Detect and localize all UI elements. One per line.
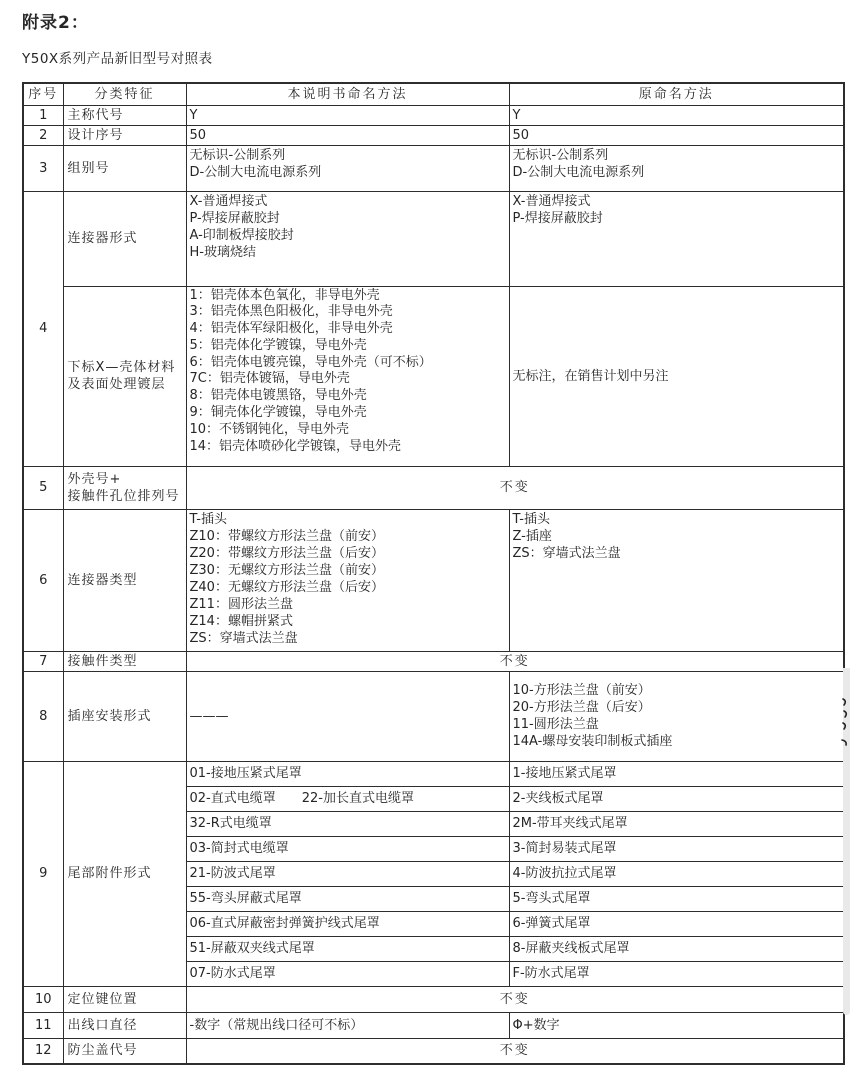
row-1-main-code: [23, 105, 844, 125]
tail-subrow-new-cell: 51-屏蔽双夹线式尾罩: [186, 936, 509, 961]
row2-old-cell: 50: [509, 125, 844, 145]
row8-new-cell: ———: [186, 671, 509, 761]
row-6-connector-type: [23, 509, 844, 651]
row5-feature-cell: 外壳号+ 接触件孔位排列号: [63, 466, 186, 509]
row6-old-cell: T-插头 Z-插座 ZS：穿墙式法兰盘: [509, 509, 844, 651]
tail-subrow-old-cell: 1-接地压紧式尾罩: [509, 761, 844, 786]
row12-unchanged-cell: 不变: [186, 1038, 844, 1064]
row1-feature-cell: 主称代号: [63, 105, 186, 125]
row4b-feature-cell: 下标X—壳体材料及表面处理镀层: [63, 286, 186, 466]
header-old-method: 原命名方法: [509, 83, 844, 105]
table-title: Y50X系列产品新旧型号对照表: [22, 51, 213, 67]
row11-no-cell: 11: [23, 1012, 63, 1038]
row12-no-cell: 12: [23, 1038, 63, 1064]
row7-feature-cell: 接触件类型: [63, 651, 186, 671]
row8-old-cell: 10-方形法兰盘（前安） 20-方形法兰盘（后安） 11-圆形法兰盘 14A-螺母安装印制板式插座: [509, 671, 844, 761]
row9-feature-cell: 尾部附件形式: [63, 761, 186, 986]
row4b-old-cell: 无标注，在销售计划中另注: [509, 286, 844, 466]
tail-subrow-old-cell: 5-弯头式尾罩: [509, 886, 844, 911]
tail-subrow-old-cell: 3-简封易装式尾罩: [509, 836, 844, 861]
row-4-shell-plating: [23, 286, 844, 466]
row1-no-cell: 1: [23, 105, 63, 125]
row3-feature-cell: 组别号: [63, 145, 186, 191]
row-5-shell-number: [23, 466, 844, 509]
tail-subrow-new-cell: 02-直式电缆罩 22-加长直式电缆罩: [186, 786, 509, 811]
row8-no-cell: 8: [23, 671, 63, 761]
tail-subrow-new-cell: 55-弯头屏蔽式尾罩: [186, 886, 509, 911]
row2-new-cell: 50: [186, 125, 509, 145]
model-comparison-table: [22, 82, 845, 1065]
row12-feature-cell: 防尘盖代号: [63, 1038, 186, 1064]
row3-no-cell: 3: [23, 145, 63, 191]
row8-feature-cell: 插座安装形式: [63, 671, 186, 761]
row10-feature-cell: 定位键位置: [63, 986, 186, 1012]
row11-old-cell: Φ+数字: [509, 1012, 844, 1038]
row6-no-cell: 6: [23, 509, 63, 651]
tail-subrow-new-cell: 21-防波式尾罩: [186, 861, 509, 886]
row10-no-cell: 10: [23, 986, 63, 1012]
row7-no-cell: 7: [23, 651, 63, 671]
tail-subrow-new-cell: 06-直式屏蔽密封弹簧护线式尾罩: [186, 911, 509, 936]
tail-subrow-old-cell: F-防水式尾罩: [509, 961, 844, 986]
row-7-contact-type: [23, 651, 844, 671]
row-4-connector-form: [23, 191, 844, 286]
row2-no-cell: 2: [23, 125, 63, 145]
row3-old-cell: 无标识-公制系列 D-公制大电流电源系列: [509, 145, 844, 191]
row-2-design-serial: [23, 125, 844, 145]
tail-subrow-new-cell: 32-R式电缆罩: [186, 811, 509, 836]
header-no: 序号: [23, 83, 63, 105]
header-feature: 分类特征: [63, 83, 186, 105]
row-9-tail-accessory: [23, 761, 844, 786]
table-header-row: [23, 83, 844, 105]
row4b-new-cell: 1：铝壳体本色氧化，非导电外壳 3：铝壳体黑色阳极化，非导电外壳 4：铝壳体军绿阳极化，非导电外壳 5：铝壳体化学镀镍，导电外壳 6：铝壳体电镀亮镍，导电外壳（可不标） 7C：铝壳体镀镉，导电外壳 8：铝壳体电镀黑铬，导电外壳 9：铜壳体化学镀镍，导电外壳 10：不锈钢钝化，导电外壳 14：铝壳体喷砂化学镀镍，导电外壳: [186, 286, 509, 466]
tail-subrow-old-cell: 4-防波抗拉式尾罩: [509, 861, 844, 886]
tail-subrow-new-cell: 03-简封式电缆罩: [186, 836, 509, 861]
row-11-outlet-diameter: [23, 1012, 844, 1038]
row-12-dust-cover: [23, 1038, 844, 1064]
row-10-key-position: [23, 986, 844, 1012]
row10-unchanged-cell: 不变: [186, 986, 844, 1012]
row6-feature-cell: 连接器类型: [63, 509, 186, 651]
row2-feature-cell: 设计序号: [63, 125, 186, 145]
row6-new-cell: T-插头 Z10：带螺纹方形法兰盘（前安） Z20：带螺纹方形法兰盘（后安） Z30：无螺纹方形法兰盘（前安） Z40：无螺纹方形法兰盘（后安） Z11：圆形法兰盘 Z14：螺帽拼紧式 ZS：穿墙式法兰盘: [186, 509, 509, 651]
tail-subrow-old-cell: 2M-带耳夹线式尾罩: [509, 811, 844, 836]
row4a-old-cell: X-普通焊接式 P-焊接屏蔽胶封: [509, 191, 844, 286]
row3-new-cell: 无标识-公制系列 D-公制大电流电源系列: [186, 145, 509, 191]
header-new-method: 本说明书命名方法: [186, 83, 509, 105]
handwriting-marks-icon: [840, 696, 850, 756]
tail-subrow-old-cell: 6-弹簧式尾罩: [509, 911, 844, 936]
row-8-socket-mounting: [23, 671, 844, 761]
appendix-title: 附录2：: [22, 13, 89, 33]
row11-feature-cell: 出线口直径: [63, 1012, 186, 1038]
row4-no-cell: 4: [23, 191, 63, 466]
row11-new-cell: -数字（常规出线口径可不标）: [186, 1012, 509, 1038]
row5-no-cell: 5: [23, 466, 63, 509]
tail-subrow-new-cell: 07-防水式尾罩: [186, 961, 509, 986]
tail-subrow-old-cell: 8-屏蔽夹线板式尾罩: [509, 936, 844, 961]
row-3-group-number: [23, 145, 844, 191]
row1-new-cell: Y: [186, 105, 509, 125]
row4a-feature-cell: 连接器形式: [63, 191, 186, 286]
tail-subrow-old-cell: 2-夹线板式尾罩: [509, 786, 844, 811]
row1-old-cell: Y: [509, 105, 844, 125]
row7-unchanged-cell: 不变: [186, 651, 844, 671]
row4a-new-cell: X-普通焊接式 P-焊接屏蔽胶封 A-印制板焊接胶封 H-玻璃烧结: [186, 191, 509, 286]
row5-unchanged-cell: 不变: [186, 466, 844, 509]
row9-no-cell: 9: [23, 761, 63, 986]
tail-subrow-new-cell: 01-接地压紧式尾罩: [186, 761, 509, 786]
